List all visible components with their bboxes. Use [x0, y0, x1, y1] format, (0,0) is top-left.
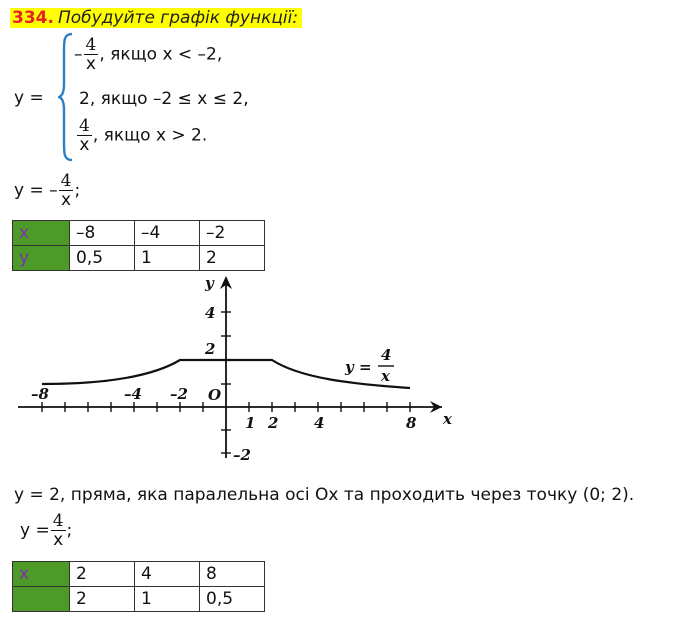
part1-label: y = – $\frac{4}{x}$ ; [14, 171, 81, 210]
table-header-cell: x [13, 221, 70, 246]
table-cell: 0,5 [200, 587, 265, 612]
case-1: – $\frac{4}{x}$ , якщо x < –2, [74, 35, 223, 74]
function-graph [0, 272, 470, 472]
part2-label: y = $\frac{4}{x}$ ; [20, 511, 73, 550]
middle-text: y = 2, пряма, яка паралельна осі Ох та проходить через точку (0; 2). [14, 485, 635, 505]
case-3: $\frac{4}{x}$ , якщо x > 2. [79, 116, 208, 155]
table-row-x [13, 562, 265, 587]
x-tick-label: 4 [314, 414, 325, 432]
table-row-y [13, 246, 265, 271]
table-cell: 4 [135, 562, 200, 587]
table-cell: 1 [135, 246, 200, 271]
x-tick-label: –8 [31, 385, 49, 403]
table-cell: 1 [135, 587, 200, 612]
table-row-y [13, 587, 265, 612]
x-axis-label: x [443, 410, 452, 428]
x-tick-label: –2 [170, 385, 188, 403]
table-header-cell: x [13, 562, 70, 587]
curve-label-den: x [381, 367, 390, 385]
value-table-1 [12, 220, 265, 271]
x-tick-label: 1 [245, 414, 256, 432]
fraction: $\frac{4}{x}$ [85, 35, 97, 74]
table-cell: 2 [70, 587, 135, 612]
curve-label-lhs: y = [345, 358, 372, 376]
table-cell: 2 [70, 562, 135, 587]
exercise-instruction: Побудуйте графік функції: [56, 8, 302, 28]
table-cell: 0,5 [70, 246, 135, 271]
table-cell: 2 [200, 246, 265, 271]
x-tick-label: 8 [406, 414, 417, 432]
value-table-2 [12, 561, 265, 612]
y-tick-label: 4 [205, 304, 216, 322]
y-tick-label: 2 [205, 340, 216, 358]
table-cell: –8 [70, 221, 135, 246]
table-cell: –4 [135, 221, 200, 246]
table-row-x [13, 221, 265, 246]
table-header-cell: y [13, 246, 70, 271]
fraction: $\frac{4}{x}$ [60, 171, 72, 210]
case-2: 2, якщо –2 ≤ x ≤ 2, [79, 89, 249, 109]
table-cell: –2 [200, 221, 265, 246]
x-tick-label: 2 [268, 414, 279, 432]
x-tick-label: –4 [124, 385, 142, 403]
table-cell: 8 [200, 562, 265, 587]
curve-label-num: 4 [381, 346, 392, 364]
y-axis-label: y [205, 274, 214, 292]
fraction: $\frac{4}{x}$ [52, 511, 64, 550]
origin-label: O [208, 386, 222, 404]
exercise-title [10, 8, 302, 28]
y-tick-label: –2 [233, 446, 251, 464]
exercise-number: 334. [12, 8, 54, 28]
table-header-cell [13, 587, 70, 612]
definition-lhs: y = [14, 88, 44, 108]
fraction: $\frac{4}{x}$ [79, 116, 90, 155]
